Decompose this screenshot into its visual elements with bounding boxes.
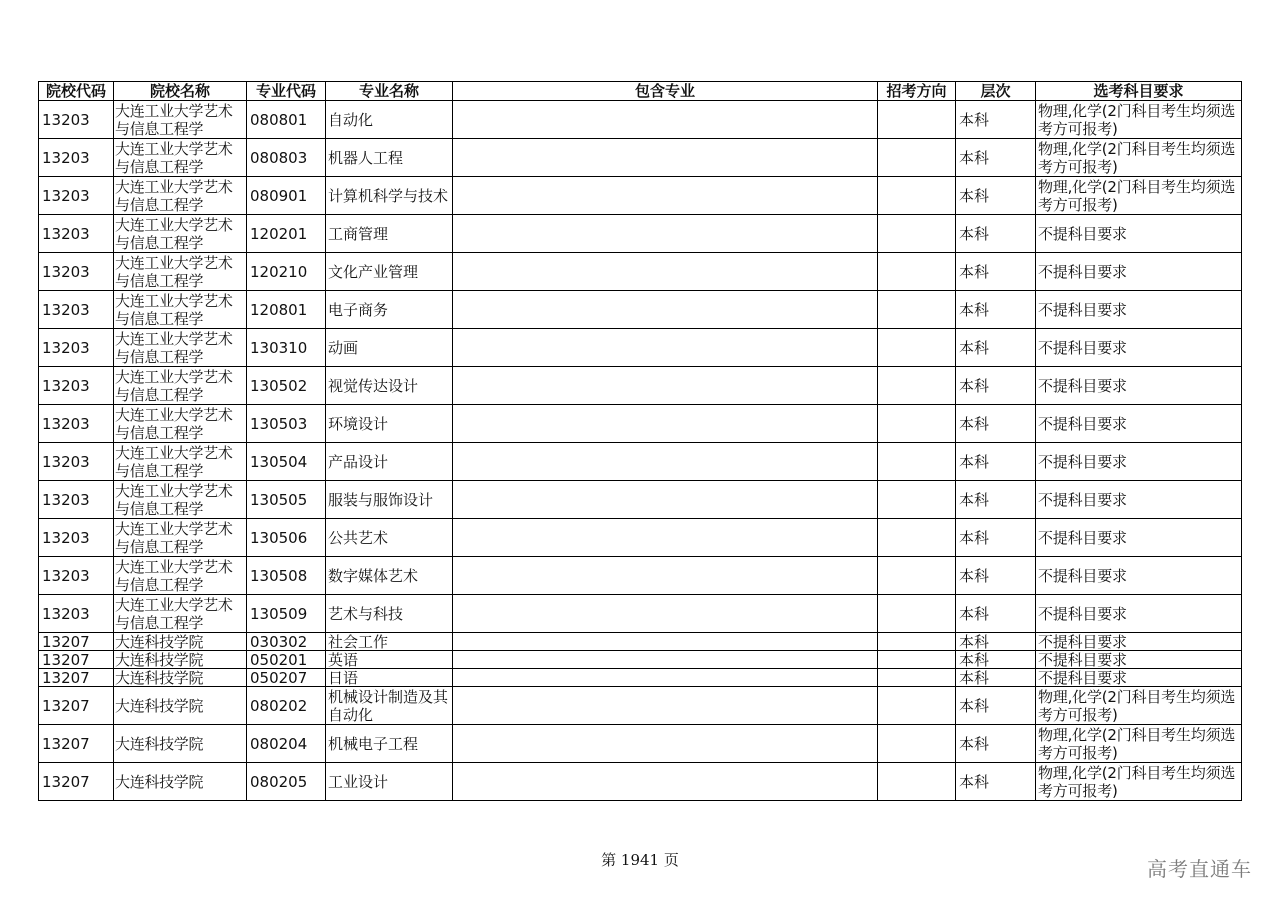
cell-mcode: 130503: [247, 405, 326, 443]
cell-code: 13203: [39, 519, 114, 557]
cell-code: 13207: [39, 651, 114, 669]
cell-includes: [453, 687, 878, 725]
cell-mcode: 080901: [247, 177, 326, 215]
cell-direction: [878, 329, 956, 367]
cell-mname: 公共艺术: [326, 519, 453, 557]
admission-table: [38, 81, 1242, 801]
header-major-name: 专业名称: [326, 82, 453, 101]
cell-school: 大连工业大学艺术与信息工程学: [114, 253, 247, 291]
cell-mcode: 130509: [247, 595, 326, 633]
cell-requirement: 不提科目要求: [1036, 481, 1242, 519]
table-row: [39, 595, 1242, 633]
cell-mname: 服装与服饰设计: [326, 481, 453, 519]
cell-mcode: 080202: [247, 687, 326, 725]
cell-requirement: 不提科目要求: [1036, 405, 1242, 443]
table-row: [39, 405, 1242, 443]
cell-includes: [453, 367, 878, 405]
cell-direction: [878, 687, 956, 725]
cell-code: 13203: [39, 595, 114, 633]
cell-direction: [878, 763, 956, 801]
cell-level: 本科: [956, 405, 1036, 443]
table-row: [39, 101, 1242, 139]
cell-direction: [878, 443, 956, 481]
cell-level: 本科: [956, 101, 1036, 139]
table-row: [39, 651, 1242, 669]
cell-includes: [453, 763, 878, 801]
header-requirement: 选考科目要求: [1036, 82, 1242, 101]
table-row: [39, 557, 1242, 595]
cell-code: 13203: [39, 481, 114, 519]
cell-requirement: 物理,化学(2门科目考生均须选考方可报考): [1036, 139, 1242, 177]
cell-level: 本科: [956, 177, 1036, 215]
header-row: [39, 82, 1242, 101]
cell-mcode: 050207: [247, 669, 326, 687]
cell-direction: [878, 595, 956, 633]
cell-includes: [453, 443, 878, 481]
cell-school: 大连工业大学艺术与信息工程学: [114, 481, 247, 519]
cell-mcode: 080205: [247, 763, 326, 801]
cell-code: 13207: [39, 669, 114, 687]
table-row: [39, 329, 1242, 367]
cell-level: 本科: [956, 481, 1036, 519]
cell-includes: [453, 725, 878, 763]
cell-mname: 产品设计: [326, 443, 453, 481]
cell-includes: [453, 253, 878, 291]
cell-school: 大连科技学院: [114, 763, 247, 801]
table-row: [39, 687, 1242, 725]
cell-level: 本科: [956, 557, 1036, 595]
cell-code: 13207: [39, 725, 114, 763]
cell-mcode: 130310: [247, 329, 326, 367]
cell-level: 本科: [956, 669, 1036, 687]
cell-code: 13207: [39, 633, 114, 651]
cell-mname: 自动化: [326, 101, 453, 139]
cell-direction: [878, 519, 956, 557]
header-includes: 包含专业: [453, 82, 878, 101]
table-row: [39, 291, 1242, 329]
cell-includes: [453, 215, 878, 253]
cell-mcode: 130506: [247, 519, 326, 557]
cell-requirement: 不提科目要求: [1036, 595, 1242, 633]
header-school-name: 院校名称: [114, 82, 247, 101]
cell-direction: [878, 253, 956, 291]
cell-school: 大连工业大学艺术与信息工程学: [114, 291, 247, 329]
cell-includes: [453, 595, 878, 633]
cell-code: 13203: [39, 253, 114, 291]
cell-code: 13203: [39, 443, 114, 481]
cell-school: 大连科技学院: [114, 669, 247, 687]
cell-code: 13203: [39, 291, 114, 329]
cell-school: 大连科技学院: [114, 651, 247, 669]
cell-level: 本科: [956, 595, 1036, 633]
cell-level: 本科: [956, 687, 1036, 725]
cell-requirement: 物理,化学(2门科目考生均须选考方可报考): [1036, 177, 1242, 215]
cell-school: 大连工业大学艺术与信息工程学: [114, 557, 247, 595]
cell-school: 大连工业大学艺术与信息工程学: [114, 519, 247, 557]
cell-mcode: 120210: [247, 253, 326, 291]
cell-includes: [453, 557, 878, 595]
cell-school: 大连工业大学艺术与信息工程学: [114, 595, 247, 633]
cell-mcode: 030302: [247, 633, 326, 651]
cell-mname: 计算机科学与技术: [326, 177, 453, 215]
cell-mcode: 130504: [247, 443, 326, 481]
cell-level: 本科: [956, 329, 1036, 367]
cell-direction: [878, 215, 956, 253]
cell-level: 本科: [956, 291, 1036, 329]
cell-mcode: 080801: [247, 101, 326, 139]
cell-direction: [878, 367, 956, 405]
cell-level: 本科: [956, 253, 1036, 291]
cell-code: 13203: [39, 329, 114, 367]
cell-mname: 社会工作: [326, 633, 453, 651]
cell-requirement: 不提科目要求: [1036, 557, 1242, 595]
watermark-logo: 高考直通车: [1147, 857, 1252, 881]
table-row: [39, 633, 1242, 651]
cell-mname: 机器人工程: [326, 139, 453, 177]
cell-includes: [453, 651, 878, 669]
cell-mname: 机械电子工程: [326, 725, 453, 763]
cell-requirement: 不提科目要求: [1036, 633, 1242, 651]
header-school-code: 院校代码: [39, 82, 114, 101]
cell-mname: 日语: [326, 669, 453, 687]
cell-includes: [453, 633, 878, 651]
table-row: [39, 443, 1242, 481]
cell-requirement: 不提科目要求: [1036, 367, 1242, 405]
cell-requirement: 物理,化学(2门科目考生均须选考方可报考): [1036, 687, 1242, 725]
cell-school: 大连科技学院: [114, 687, 247, 725]
cell-school: 大连工业大学艺术与信息工程学: [114, 367, 247, 405]
cell-level: 本科: [956, 443, 1036, 481]
cell-includes: [453, 101, 878, 139]
cell-mcode: 050201: [247, 651, 326, 669]
cell-includes: [453, 669, 878, 687]
cell-mcode: 080204: [247, 725, 326, 763]
cell-mname: 动画: [326, 329, 453, 367]
cell-requirement: 不提科目要求: [1036, 443, 1242, 481]
cell-code: 13207: [39, 687, 114, 725]
cell-level: 本科: [956, 519, 1036, 557]
cell-level: 本科: [956, 651, 1036, 669]
cell-school: 大连工业大学艺术与信息工程学: [114, 177, 247, 215]
table-row: [39, 367, 1242, 405]
cell-requirement: 不提科目要求: [1036, 329, 1242, 367]
cell-mcode: 120801: [247, 291, 326, 329]
cell-school: 大连工业大学艺术与信息工程学: [114, 443, 247, 481]
cell-includes: [453, 177, 878, 215]
cell-mcode: 080803: [247, 139, 326, 177]
cell-includes: [453, 329, 878, 367]
cell-direction: [878, 725, 956, 763]
cell-mname: 视觉传达设计: [326, 367, 453, 405]
cell-code: 13203: [39, 139, 114, 177]
cell-mname: 艺术与科技: [326, 595, 453, 633]
cell-school: 大连工业大学艺术与信息工程学: [114, 139, 247, 177]
cell-mname: 环境设计: [326, 405, 453, 443]
cell-requirement: 不提科目要求: [1036, 669, 1242, 687]
cell-mcode: 120201: [247, 215, 326, 253]
cell-includes: [453, 291, 878, 329]
table-row: [39, 481, 1242, 519]
cell-mname: 工商管理: [326, 215, 453, 253]
cell-school: 大连科技学院: [114, 725, 247, 763]
cell-includes: [453, 139, 878, 177]
cell-code: 13203: [39, 557, 114, 595]
table-row: [39, 519, 1242, 557]
cell-level: 本科: [956, 763, 1036, 801]
cell-mname: 电子商务: [326, 291, 453, 329]
cell-mname: 工业设计: [326, 763, 453, 801]
cell-requirement: 物理,化学(2门科目考生均须选考方可报考): [1036, 101, 1242, 139]
cell-code: 13207: [39, 763, 114, 801]
cell-direction: [878, 101, 956, 139]
cell-direction: [878, 177, 956, 215]
cell-code: 13203: [39, 215, 114, 253]
cell-mname: 文化产业管理: [326, 253, 453, 291]
cell-direction: [878, 291, 956, 329]
cell-requirement: 不提科目要求: [1036, 651, 1242, 669]
cell-mcode: 130502: [247, 367, 326, 405]
cell-code: 13203: [39, 177, 114, 215]
header-level: 层次: [956, 82, 1036, 101]
table-row: [39, 763, 1242, 801]
cell-requirement: 不提科目要求: [1036, 253, 1242, 291]
cell-code: 13203: [39, 405, 114, 443]
cell-school: 大连工业大学艺术与信息工程学: [114, 215, 247, 253]
cell-school: 大连科技学院: [114, 633, 247, 651]
header-direction: 招考方向: [878, 82, 956, 101]
cell-requirement: 物理,化学(2门科目考生均须选考方可报考): [1036, 763, 1242, 801]
cell-includes: [453, 519, 878, 557]
cell-code: 13203: [39, 101, 114, 139]
cell-direction: [878, 633, 956, 651]
cell-direction: [878, 557, 956, 595]
table-row: [39, 253, 1242, 291]
cell-school: 大连工业大学艺术与信息工程学: [114, 329, 247, 367]
table-row: [39, 669, 1242, 687]
table-row: [39, 215, 1242, 253]
cell-includes: [453, 481, 878, 519]
table-row: [39, 177, 1242, 215]
cell-level: 本科: [956, 139, 1036, 177]
cell-code: 13203: [39, 367, 114, 405]
page-number: 第 1941 页: [601, 851, 679, 869]
cell-mname: 数字媒体艺术: [326, 557, 453, 595]
cell-level: 本科: [956, 633, 1036, 651]
cell-direction: [878, 651, 956, 669]
cell-level: 本科: [956, 725, 1036, 763]
cell-requirement: 物理,化学(2门科目考生均须选考方可报考): [1036, 725, 1242, 763]
cell-mcode: 130505: [247, 481, 326, 519]
cell-level: 本科: [956, 215, 1036, 253]
cell-direction: [878, 669, 956, 687]
cell-requirement: 不提科目要求: [1036, 291, 1242, 329]
cell-direction: [878, 139, 956, 177]
cell-direction: [878, 405, 956, 443]
table-row: [39, 725, 1242, 763]
cell-level: 本科: [956, 367, 1036, 405]
cell-direction: [878, 481, 956, 519]
cell-mname: 机械设计制造及其自动化: [326, 687, 453, 725]
cell-includes: [453, 405, 878, 443]
cell-school: 大连工业大学艺术与信息工程学: [114, 101, 247, 139]
cell-requirement: 不提科目要求: [1036, 215, 1242, 253]
header-major-code: 专业代码: [247, 82, 326, 101]
cell-mcode: 130508: [247, 557, 326, 595]
table-row: [39, 139, 1242, 177]
cell-requirement: 不提科目要求: [1036, 519, 1242, 557]
cell-school: 大连工业大学艺术与信息工程学: [114, 405, 247, 443]
cell-mname: 英语: [326, 651, 453, 669]
